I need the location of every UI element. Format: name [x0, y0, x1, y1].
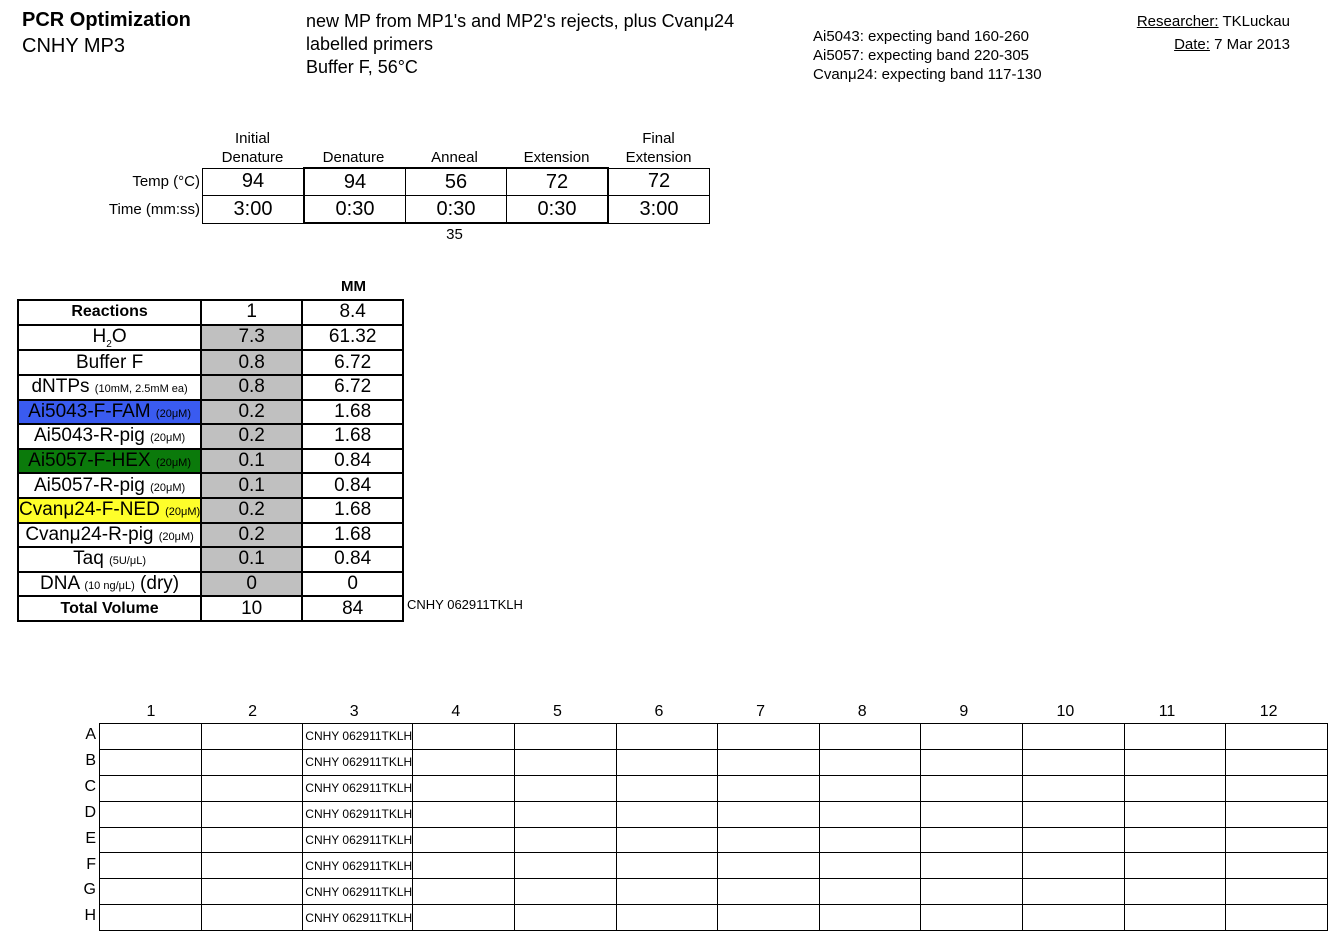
plate-well: [819, 801, 921, 827]
reactions-row: [18, 300, 403, 325]
temp-cell: 56: [406, 168, 507, 196]
researcher-label: Researcher:: [1136, 13, 1219, 30]
plate-well: [1023, 724, 1125, 750]
plate-well: [718, 879, 820, 905]
reagent-single-vol: 0.1: [201, 473, 302, 498]
plate-well: [718, 749, 820, 775]
plate-well: [616, 827, 718, 853]
plate-well: [1124, 905, 1226, 931]
step-header: Anneal: [431, 149, 478, 166]
plate-row-letter: G: [83, 881, 96, 899]
plate-row-letter: B: [85, 751, 96, 769]
reagent-mm-vol: 0.84: [302, 473, 403, 498]
plate-well: [100, 801, 202, 827]
date-value: 7 Mar 2013: [1214, 36, 1290, 53]
reagent-single-vol: 0.8: [201, 375, 302, 400]
plate-well: [1023, 749, 1125, 775]
plate-well: [1226, 775, 1328, 801]
master-mix-table: [17, 299, 404, 622]
reagent-row: [18, 400, 403, 425]
reagent-row: [18, 473, 403, 498]
plate-well: [100, 853, 202, 879]
reagent-text: Cvanμ24-F-NED: [19, 499, 160, 521]
plate-well: CNHY 062911TKLH: [303, 827, 413, 853]
description: [306, 10, 734, 79]
reagent-conc: (20μM): [155, 457, 191, 470]
page-subtitle: CNHY MP3: [22, 35, 125, 57]
plate-row-letter: F: [86, 855, 96, 873]
plate-well: [1124, 853, 1226, 879]
reagent-conc: (20μM): [165, 506, 201, 519]
plate-well: [514, 879, 616, 905]
plate-well: [201, 905, 303, 931]
plate-well: [1124, 801, 1226, 827]
plate-well: [616, 853, 718, 879]
plate-well: [413, 801, 515, 827]
plate-well: [514, 905, 616, 931]
reagent-mm-vol: 6.72: [302, 375, 403, 400]
plate-row: [100, 827, 1328, 853]
plate-well: [616, 905, 718, 931]
reagent-single-vol: 0.2: [201, 498, 302, 523]
plate-well: [718, 905, 820, 931]
page-title: PCR Optimization: [22, 9, 191, 31]
plate-well: [201, 749, 303, 775]
plate-well: [100, 879, 202, 905]
expected-bands: [813, 27, 1042, 84]
reagent-row: [18, 547, 403, 572]
reagent-conc: (20μM): [150, 432, 186, 445]
plate-column-number: 2: [248, 703, 258, 720]
description-line: Buffer F, 56°C: [306, 57, 418, 77]
reagent-conc: (20μM): [158, 530, 194, 543]
time-cell: 0:30: [507, 196, 609, 224]
plate-well: [100, 827, 202, 853]
plate-well: [819, 905, 921, 931]
plate-column-number: 4: [451, 703, 461, 720]
plate-map: [99, 723, 1328, 931]
total-mm: 84: [302, 596, 403, 621]
plate-well: [921, 905, 1023, 931]
band-line: Cvanμ24: expecting band 117-130: [813, 66, 1042, 83]
plate-well: [718, 853, 820, 879]
reagent-text: Cvanμ24-R-pig: [25, 523, 154, 545]
plate-well: [921, 724, 1023, 750]
plate-column-number: 1: [146, 703, 156, 720]
step-header: Denature: [322, 149, 385, 166]
plate-well: [1124, 879, 1226, 905]
plate-well: [921, 775, 1023, 801]
plate-well: [1226, 827, 1328, 853]
plate-well: [921, 749, 1023, 775]
total-single: 10: [201, 596, 302, 621]
plate-well: [718, 801, 820, 827]
step-header: Extension: [523, 149, 590, 166]
reagent-single-vol: 0.1: [201, 449, 302, 474]
reagent-mm-vol: 1.68: [302, 424, 403, 449]
plate-well: [1124, 724, 1226, 750]
plate-well: [819, 749, 921, 775]
plate-column-number: 12: [1259, 703, 1278, 720]
reagent-text: O: [111, 325, 127, 347]
reagent-mm-vol: 61.32: [302, 325, 403, 351]
step-header: [202, 129, 303, 167]
plate-well: [100, 749, 202, 775]
reagent-mm-vol: 1.68: [302, 498, 403, 523]
time-cell: 3:00: [203, 196, 305, 224]
plate-row: [100, 853, 1328, 879]
plate-well: [921, 801, 1023, 827]
time-label: Time (mm:ss): [108, 200, 200, 218]
plate-well: [1226, 724, 1328, 750]
cycle-count: 35: [446, 226, 463, 243]
plate-row: [100, 775, 1328, 801]
reagent-row: [18, 572, 403, 597]
reagent-row: [18, 523, 403, 548]
plate-well: [819, 827, 921, 853]
plate-well: [616, 724, 718, 750]
reagent-name: [18, 449, 201, 474]
reagent-mm-vol: 1.68: [302, 400, 403, 425]
plate-well: [1226, 749, 1328, 775]
plate-well: [616, 879, 718, 905]
plate-well: [201, 724, 303, 750]
plate-well: CNHY 062911TKLH: [303, 801, 413, 827]
plate-well: [100, 905, 202, 931]
plate-well: [201, 801, 303, 827]
reagent-row: [18, 498, 403, 523]
reagent-row: [18, 325, 403, 351]
temp-cell: 72: [507, 168, 609, 196]
reagent-name: [18, 572, 201, 597]
reagent-name: [18, 375, 201, 400]
plate-well: [921, 853, 1023, 879]
total-label: Total Volume: [18, 596, 201, 621]
reagent-single-vol: 0: [201, 572, 302, 597]
reactions-single: 1: [201, 300, 302, 325]
reagent-single-vol: 0.2: [201, 523, 302, 548]
plate-well: [413, 775, 515, 801]
reagent-mm-vol: 1.68: [302, 523, 403, 548]
plate-well: [413, 724, 515, 750]
reagent-row: [18, 449, 403, 474]
plate-well: [616, 775, 718, 801]
plate-well: [921, 827, 1023, 853]
reagent-subscript: 2: [106, 338, 112, 350]
reagent-text: Ai5043-F-FAM: [28, 400, 151, 422]
mm-header: MM: [341, 278, 366, 295]
plate-well: [413, 827, 515, 853]
plate-well: [1124, 775, 1226, 801]
plate-column-number: 9: [959, 703, 969, 720]
reagent-row: [18, 350, 403, 375]
step-header: [608, 129, 709, 167]
plate-well: [1226, 801, 1328, 827]
thermocycler-table: [20, 167, 710, 224]
plate-well: [201, 775, 303, 801]
step-header-line: Initial: [234, 130, 271, 147]
plate-well: [1023, 801, 1125, 827]
plate-well: CNHY 062911TKLH: [303, 749, 413, 775]
plate-well: CNHY 062911TKLH: [303, 853, 413, 879]
researcher-name: TKLuckau: [1222, 13, 1290, 30]
plate-well: [1023, 879, 1125, 905]
plate-well: [413, 853, 515, 879]
plate-well: CNHY 062911TKLH: [303, 775, 413, 801]
plate-row-letter: C: [84, 777, 96, 795]
reagent-text: dNTPs: [31, 376, 90, 398]
reagent-text: Ai5057-F-HEX: [28, 450, 151, 472]
plate-well: [718, 827, 820, 853]
dna-sample-note: CNHY 062911TKLH: [407, 597, 523, 612]
plate-well: [413, 749, 515, 775]
researcher-info: [1137, 10, 1290, 56]
reagent-row: [18, 424, 403, 449]
plate-column-number: 5: [552, 703, 562, 720]
step-header-line: Extension: [625, 149, 692, 166]
plate-well: [819, 724, 921, 750]
reagent-single-vol: 0.1: [201, 547, 302, 572]
plate-well: CNHY 062911TKLH: [303, 905, 413, 931]
reagent-conc: (5U/μL): [109, 555, 146, 568]
plate-row-letter: D: [84, 803, 96, 821]
plate-well: [1226, 905, 1328, 931]
band-line: Ai5057: expecting band 220-305: [813, 47, 1030, 64]
plate-well: [201, 879, 303, 905]
plate-well: [100, 775, 202, 801]
plate-row-letter: H: [84, 907, 96, 925]
plate-well: [616, 801, 718, 827]
reagent-name: [18, 498, 201, 523]
reagent-row: [18, 375, 403, 400]
plate-column-number: 3: [349, 703, 359, 720]
plate-well: CNHY 062911TKLH: [303, 879, 413, 905]
plate-well: [1023, 775, 1125, 801]
reagent-name: [18, 325, 201, 351]
plate-well: [819, 853, 921, 879]
plate-well: [514, 853, 616, 879]
reagent-text: Ai5043-R-pig: [33, 425, 145, 447]
reactions-mm: 8.4: [302, 300, 403, 325]
plate-well: [1226, 853, 1328, 879]
plate-row: [100, 724, 1328, 750]
plate-column-number: 8: [857, 703, 867, 720]
plate-column-number: 7: [756, 703, 766, 720]
plate-well: [1124, 827, 1226, 853]
plate-well: [413, 905, 515, 931]
reactions-label: Reactions: [18, 300, 201, 325]
plate-well: [616, 749, 718, 775]
reagent-name: [18, 424, 201, 449]
date-label: Date:: [1174, 36, 1210, 53]
time-cell: 0:30: [406, 196, 507, 224]
plate-row: [100, 801, 1328, 827]
step-header-line: Denature: [221, 149, 284, 166]
total-row: [18, 596, 403, 621]
plate-well: [1023, 827, 1125, 853]
plate-well: [819, 775, 921, 801]
plate-well: [1124, 749, 1226, 775]
reagent-name: [18, 547, 201, 572]
plate-column-number: 11: [1158, 703, 1176, 720]
reagent-name: [18, 400, 201, 425]
band-line: Ai5043: expecting band 160-260: [813, 28, 1030, 45]
reagent-single-vol: 0.8: [201, 350, 302, 375]
reagent-mm-vol: 0.84: [302, 547, 403, 572]
reagent-conc: (10 ng/μL): [84, 580, 135, 593]
temp-label: Temp (°C): [132, 173, 200, 191]
plate-well: [819, 879, 921, 905]
reagent-single-vol: 0.2: [201, 424, 302, 449]
temp-cell: 94: [304, 168, 406, 196]
reagent-text: Ai5057-R-pig: [33, 474, 145, 496]
plate-row: [100, 879, 1328, 905]
plate-well: [201, 827, 303, 853]
plate-well: CNHY 062911TKLH: [303, 724, 413, 750]
reagent-mm-vol: 0.84: [302, 449, 403, 474]
time-cell: 3:00: [608, 196, 710, 224]
plate-well: [514, 801, 616, 827]
reagent-conc: (10mM, 2.5mM ea): [94, 383, 188, 396]
temp-cell: 94: [203, 168, 305, 196]
plate-well: [201, 853, 303, 879]
reagent-single-vol: 0.2: [201, 400, 302, 425]
plate-row-letter: A: [85, 726, 96, 743]
reagent-name: [18, 523, 201, 548]
plate-well: [514, 827, 616, 853]
reagent-text: (dry): [134, 573, 180, 595]
plate-row: [100, 905, 1328, 931]
plate-well: [718, 775, 820, 801]
plate-well: [514, 749, 616, 775]
reagent-name: [18, 473, 201, 498]
plate-well: [514, 775, 616, 801]
reagent-text: DNA: [40, 573, 80, 595]
step-header-line: Final: [642, 130, 675, 147]
plate-well: [921, 879, 1023, 905]
reagent-text: Taq: [73, 548, 104, 570]
time-cell: 0:30: [304, 196, 406, 224]
reagent-single-vol: 7.3: [201, 325, 302, 351]
plate-well: [718, 724, 820, 750]
reagent-mm-vol: 0: [302, 572, 403, 597]
plate-column-number: 10: [1056, 703, 1075, 720]
temp-cell: 72: [608, 168, 710, 196]
plate-row: [100, 749, 1328, 775]
description-line: labelled primers: [306, 34, 434, 54]
description-line: new MP from MP1's and MP2's rejects, plus Cvanμ24: [306, 11, 735, 31]
reagent-mm-vol: 6.72: [302, 350, 403, 375]
plate-well: [413, 879, 515, 905]
reagent-conc: (20μM): [155, 407, 191, 420]
reagent-text: H: [92, 325, 107, 347]
plate-well: [514, 724, 616, 750]
plate-well: [1226, 879, 1328, 905]
plate-well: [100, 724, 202, 750]
plate-well: [1023, 905, 1125, 931]
plate-well: [1023, 853, 1125, 879]
plate-row-letter: E: [85, 829, 96, 847]
reagent-name: Buffer F: [18, 350, 201, 375]
plate-column-number: 6: [654, 703, 664, 720]
reagent-conc: (20μM): [150, 481, 186, 494]
